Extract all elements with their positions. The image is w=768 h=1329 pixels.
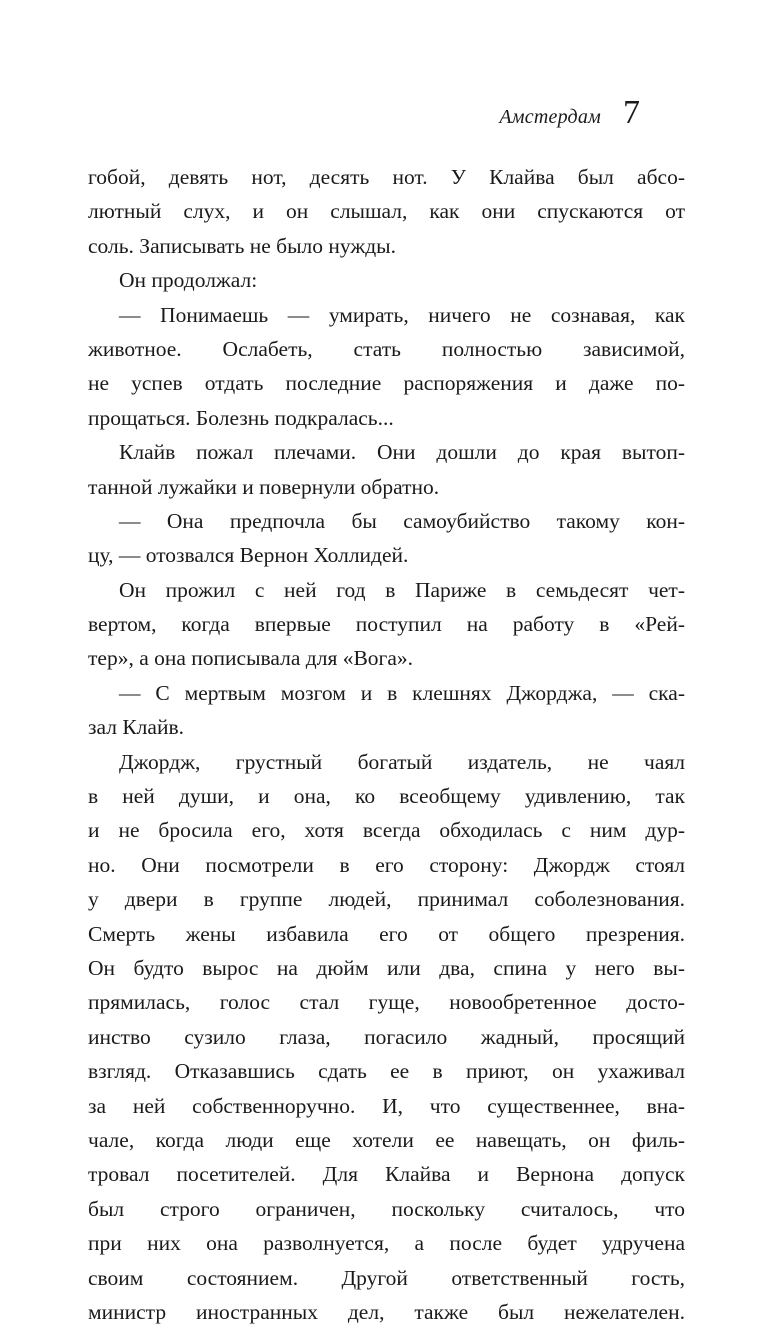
text-line: не успев отдать последние распоряжения и даже по- [88, 371, 685, 396]
text-line: у двери в группе людей, принимал соболезнования. [88, 887, 685, 912]
text-line: вертом, когда впервые поступил на работу в «Рей- [88, 612, 685, 637]
text-line: тер», а она пописывала для «Вога». [88, 646, 414, 671]
text-line: за ней собственноручно. И, что существеннее, вна- [88, 1093, 685, 1118]
text-line: при них она разволнуется, а после будет удручена [88, 1231, 685, 1256]
text-line: Смерть жены избавила его от общего презрения. [88, 921, 685, 946]
text-line: но. Они посмотрели в его сторону: Джордж стоял [88, 852, 685, 877]
text-line: — С мертвым мозгом и в клешнях Джорджа, — ска- [119, 680, 685, 705]
text-line: — Понимаешь — умирать, ничего не сознавая, как [119, 302, 685, 327]
text-line: — Она предпочла бы самоубийство такому кон- [119, 508, 685, 533]
text-line: Джордж, грустный богатый издатель, не чаял [119, 749, 685, 774]
text-line: чале, когда люди еще хотели ее навещать, он филь- [88, 1127, 685, 1152]
text-line: гобой, девять нот, десять нот. У Клайва был абсо- [88, 165, 685, 189]
text-line: тровал посетителей. Для Клайва и Вернона допуск [88, 1162, 685, 1187]
text-line: Он будто вырос на дюйм или два, спина у него вы- [88, 955, 685, 980]
text-line: Он продолжал: [119, 268, 258, 293]
text-line: лютный слух, и он слышал, как они спускаются от [88, 199, 685, 224]
text-line: Клайв пожал плечами. Они дошли до края вытоп- [119, 440, 685, 465]
text-line: прямилась, голос стал гуще, новообретенное досто- [88, 990, 685, 1015]
running-head [499, 96, 640, 140]
body-text [88, 160, 685, 1329]
running-title: Амстердам [499, 106, 601, 128]
text-line: цу, — отозвался Вернон Холлидей. [88, 543, 409, 568]
text-line: министр иностранных дел, также был нежелателен. [88, 1299, 685, 1324]
text-line: животное. Ослабеть, стать полностью зависимой, [88, 336, 685, 361]
text-line: был строго ограничен, поскольку считалось, что [88, 1196, 685, 1221]
text-line: танной лужайки и повернули обратно. [88, 474, 440, 499]
text-line: в ней души, и она, ко всеобщему удивлению, так [88, 784, 685, 809]
text-line: прощаться. Болезнь подкралась... [88, 405, 394, 430]
text-line: зал Клайв. [88, 715, 184, 740]
text-line: и не бросила его, хотя всегда обходилась с ним дур- [88, 818, 685, 843]
text-line: своим состоянием. Другой ответственный гость, [88, 1265, 685, 1290]
text-line: соль. Записывать не было нужды. [88, 233, 397, 258]
page-number: 7 [623, 94, 640, 131]
text-line: Он прожил с ней год в Париже в семьдесят чет- [119, 577, 685, 602]
text-line: инство сузило глаза, погасило жадный, просящий [88, 1024, 685, 1049]
text-line: взгляд. Отказавшись сдать ее в приют, он ухаживал [88, 1059, 685, 1084]
